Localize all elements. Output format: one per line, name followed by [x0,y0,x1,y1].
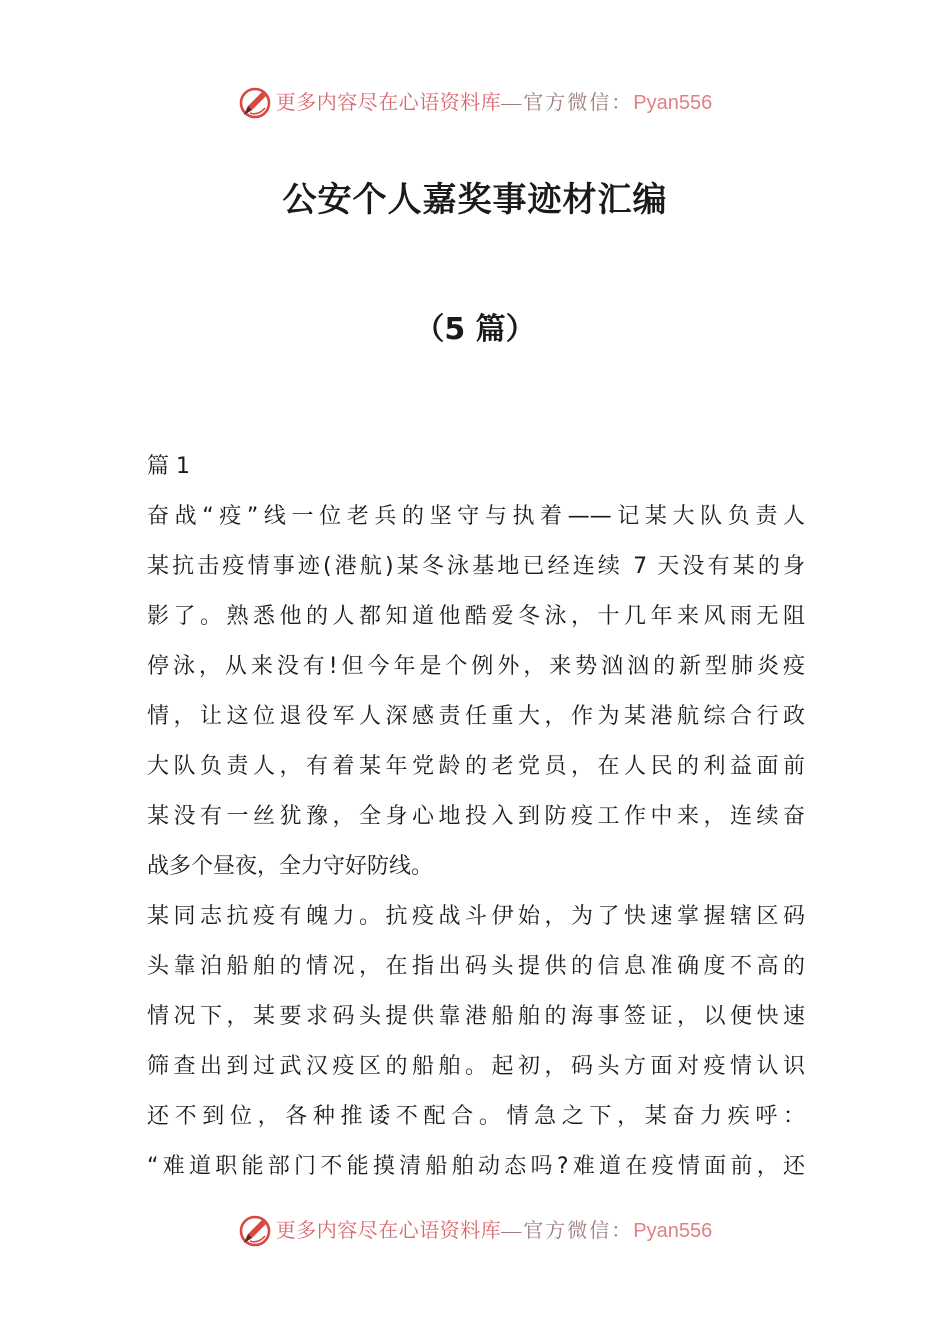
pen-logo-icon [238,86,272,120]
body-line: 战多个昼夜，全力守好防线。 [147,854,434,879]
body-line: 头靠泊船舶的情况，在指出码头提供的信息准确度不高的 [147,954,805,979]
footer-banner [0,1213,950,1249]
body-line: 某抗击疫情事迹(港航)某冬泳基地已经连续 7 天没有某的身 [147,554,805,579]
document-body [147,442,805,1192]
body-line: 还不到位，各种推诿不配合。情急之下，某奋力疾呼： [147,1104,805,1129]
footer-wechat-id: Pyan556 [633,1220,713,1242]
section-heading: 篇 1 [147,454,190,479]
body-line: 情，让这位退役军人深感责任重大，作为某港航综合行政 [147,704,805,729]
body-line: “难道职能部门不能摸清船舶动态吗?难道在疫情面前，还 [147,1154,805,1179]
header-wechat-id: Pyan556 [633,92,713,114]
header-banner [0,85,950,121]
pen-logo-icon [238,1214,272,1248]
body-line: 停泳，从来没有!但今年是个例外，来势汹汹的新型肺炎疫 [147,654,805,679]
body-line: 影了。熟悉他的人都知道他酷爱冬泳，十几年来风雨无阻 [147,604,805,629]
header-wechat-label: —官方微信： [501,92,634,114]
body-line: 某同志抗疫有魄力。抗疫战斗伊始，为了快速掌握辖区码 [147,904,805,929]
document-subtitle: （5 篇） [414,312,536,347]
paragraph [147,492,805,892]
body-line: 某没有一丝犹豫，全身心地投入到防疫工作中来，连续奋 [147,804,805,829]
paragraph [147,892,805,1192]
footer-brand-text: 更多内容尽在心语资料库 [275,1220,502,1242]
body-line: 大队负责人，有着某年党龄的老党员，在人民的利益面前 [147,754,805,779]
document-title: 公安个人嘉奖事迹材汇编 [282,180,668,220]
body-line: 筛查出到过武汉疫区的船舶。起初，码头方面对疫情认识 [147,1054,805,1079]
footer-wechat-label: —官方微信： [501,1220,634,1242]
body-line: 情况下，某要求码头提供靠港船舶的海事签证，以便快速 [147,1004,805,1029]
body-line: 奋战“疫”线一位老兵的坚守与执着——记某大队负责人 [147,504,805,529]
header-brand-text: 更多内容尽在心语资料库 [275,92,502,114]
